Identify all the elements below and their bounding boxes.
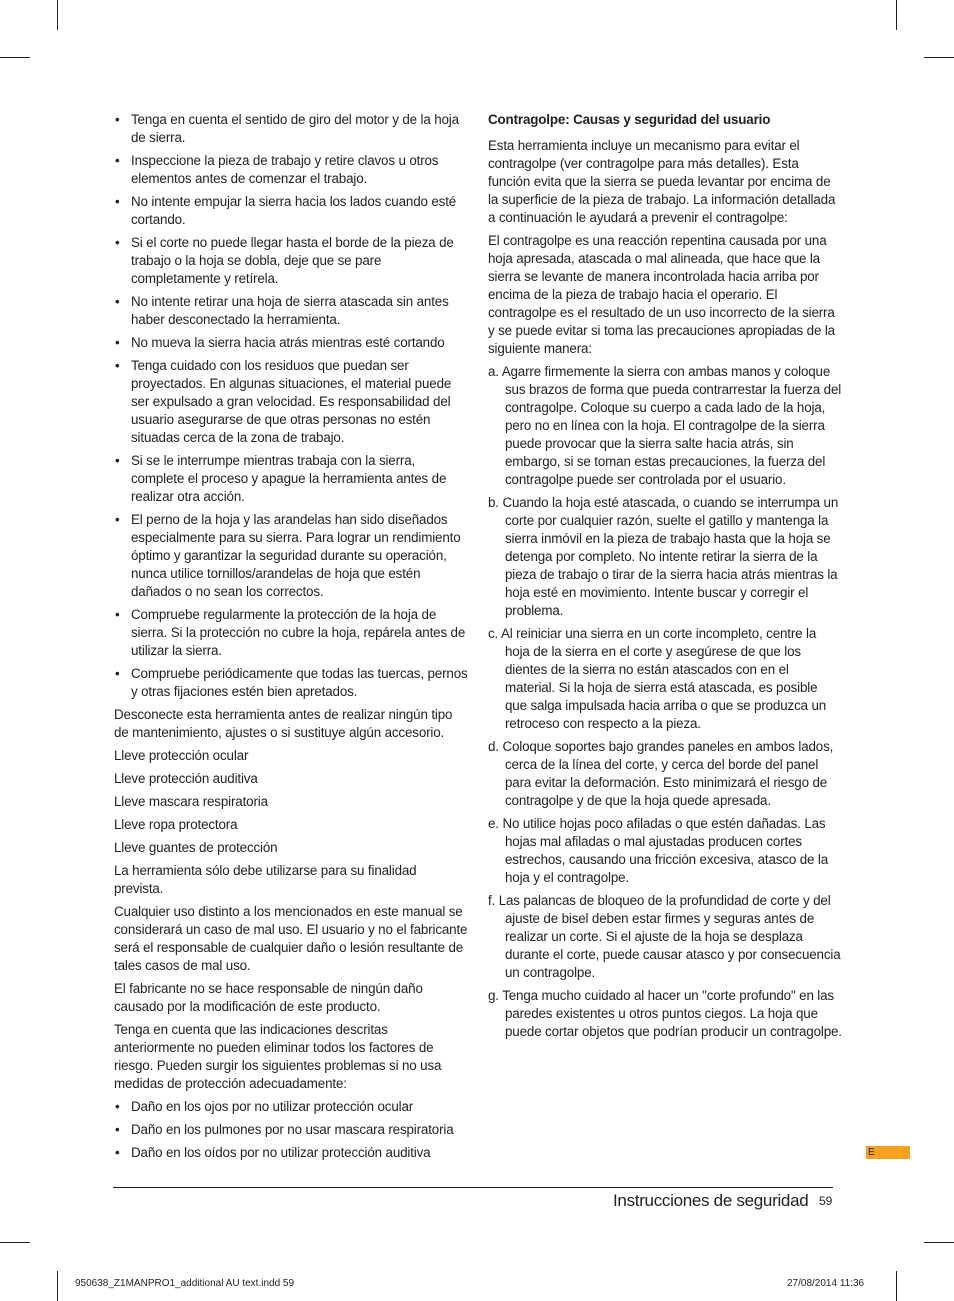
- crop-mark-top-right-v: [896, 0, 897, 30]
- crop-mark-bottom-left-h: [0, 1242, 30, 1243]
- list-item: • Daño en los oídos por no utilizar protección auditiva: [114, 1144, 468, 1162]
- list-item: e. No utilice hojas poco afiladas o que estén dañadas. Las hojas mal afiladas o mal ajustadas producen cortes estrechos, causando una fricción excesiva, atasco de la hoja y el contragolpe.: [488, 816, 828, 885]
- print-slug-filename: 950638_Z1MANPRO1_additional AU text.indd 59: [75, 1278, 295, 1289]
- crop-mark-top-left-v: [57, 0, 58, 30]
- list-item: • Si el corte no puede llegar hasta el borde de la pieza de trabajo o la hoja se dobla, deje que se pare completamente y retírela.: [114, 234, 468, 288]
- paragraph-misuse: Cualquier uso distinto a los mencionados en este manual se considerará un caso de mal uso. El usuario y no el fabricante será el responsable de cualquier daño o lesión resultante de tales casos de mal uso.: [114, 904, 468, 973]
- list-item: • Si se le interrumpe mientras trabaja con la sierra, complete el proceso y apague la herramienta antes de realizar otra acción.: [114, 452, 468, 506]
- safety-bullet-list: [114, 111, 468, 701]
- crop-mark-bottom-right-h: [924, 1242, 954, 1243]
- paragraph-kickback-intro: Esta herramienta incluye un mecanismo para evitar el contragolpe (ver contragolpe para más detalles). Esta función evita que la sierra se pueda levantar por encima de la superficie de la pieza de trabajo. La información detallada a continuación le ayudará a prevenir el contragolpe:: [488, 138, 836, 225]
- list-item: • Tenga cuidado con los residuos que puedan ser proyectados. En algunas situaciones, el material puede ser expulsado a gran velocidad. Es responsabilidad del usuario asegurarse de que otras personas no estén situadas cerca de la zona de trabajo.: [114, 357, 468, 447]
- list-item: • Daño en los ojos por no utilizar protección ocular: [114, 1098, 468, 1116]
- footer-section-title: Instrucciones de seguridad: [613, 1191, 809, 1210]
- list-item: b. Cuando la hoja esté atascada, o cuando se interrumpa un corte por cualquier razón, suelte el gatillo y mantenga la sierra inmóvil en la pieza de trabajo hasta que la hoja se detenga por completo. No intente retirar la sierra de la pieza de trabajo o tirar de la sierra hacia atrás mientras la hoja esté en movimiento. Intente buscar y corregir el problema.: [488, 495, 839, 618]
- list-item: • Compruebe periódicamente que todas las tuercas, pernos y otras fijaciones estén bien apretados.: [114, 665, 468, 701]
- crop-mark-top-left-h: [0, 57, 30, 58]
- list-item: • Inspeccione la pieza de trabajo y retire clavos u otros elementos antes de comenzar el trabajo.: [114, 152, 468, 188]
- list-item: • No intente retirar una hoja de sierra atascada sin antes haber desconectado la herramienta.: [114, 293, 468, 329]
- paragraph-disconnect: Desconecte esta herramienta antes de realizar ningún tipo de mantenimiento, ajustes o si sustituye algún accesorio.: [114, 707, 453, 740]
- list-item: f. Las palancas de bloqueo de la profundidad de corte y del ajuste de bisel deben estar firmes y seguras antes de realizar un corte. Si el ajuste de la hoja se desplaza durante el corte, puede causar atasco y por consecuencia un contragolpe.: [488, 893, 841, 980]
- ppe-mask: Lleve mascara respiratoria: [114, 794, 268, 809]
- left-column: [114, 111, 468, 1167]
- paragraph-liability: El fabricante no se hace responsable de ningún daño causado por la modificación de este producto.: [114, 981, 423, 1014]
- list-item: • El perno de la hoja y las arandelas han sido diseñados especialmente para su sierra. Para lograr un rendimiento óptimo y garantizar la seguridad durante su operación, nunca utilice tornillos/arandelas de hoja que estén dañados o no sean los correctos.: [114, 511, 468, 601]
- ppe-eye: Lleve protección ocular: [114, 748, 249, 763]
- ppe-gloves: Lleve guantes de protección: [114, 840, 278, 855]
- list-item: d. Coloque soportes bajo grandes paneles en ambos lados, cerca de la línea del corte, y cerca del borde del panel para evitar la deformación. Esto minimizará el riesgo de contragolpe y de que la hoja quede apresada.: [488, 739, 834, 808]
- section-heading: Contragolpe: Causas y seguridad del usuario: [488, 112, 771, 127]
- kickback-precaution-list: [488, 363, 842, 1041]
- print-slug-datetime: 27/08/2014 11:36: [787, 1278, 865, 1289]
- paragraph-intended-use: La herramienta sólo debe utilizarse para su finalidad prevista.: [114, 863, 417, 896]
- footer-divider: [113, 1187, 833, 1188]
- paragraph-residual-risks: Tenga en cuenta que las indicaciones descritas anteriormente no pueden eliminar todos los factores de riesgo. Pueden surgir los siguientes problemas si no usa medidas de protección adecuadamente:: [114, 1022, 442, 1091]
- paragraph-kickback-definition: El contragolpe es una reacción repentina causada por una hoja apresada, atascada o mal alineada, que hace que la sierra se levante de manera incontrolada hacia arriba por encima de la pieza de trabajo hacia el operario. El contragolpe es el resultado de un uso incorrecto de la sierra y se puede evitar si toma las precauciones apropiadas de la siguiente manera:: [488, 233, 835, 356]
- list-item: • No mueva la sierra hacia atrás mientras esté cortando: [114, 334, 468, 352]
- risk-bullet-list: [114, 1098, 468, 1162]
- list-item: c. Al reiniciar una sierra en un corte incompleto, centre la hoja de la sierra en el corte y asegúrese de que los dientes de la sierra no están atascados con en el material. Si la hoja de sierra está atascada, es posible que salga impulsada hacia arriba o que se produzca un retroceso con respecto a la pieza.: [488, 626, 827, 731]
- crop-mark-top-right-h: [924, 57, 954, 58]
- list-item: a. Agarre firmemente la sierra con ambas manos y coloque sus brazos de forma que pueda contrarrestar la fuerza del contragolpe. Coloque su cuerpo a cada lado de la hoja, pero no en línea con la hoja. El contragolpe de la sierra puede provocar que la sierra salte hacia atrás, sin embargo, si se toman estas precauciones, la fuerza del contragolpe puede ser controlada por el usuario.: [488, 364, 842, 487]
- right-column: [488, 111, 842, 1046]
- crop-mark-bottom-right-v: [896, 1271, 897, 1301]
- crop-mark-bottom-left-v: [57, 1271, 58, 1301]
- language-tab: E: [866, 1146, 910, 1159]
- page-number: 59: [819, 1194, 833, 1208]
- list-item: g. Tenga mucho cuidado al hacer un "corte profundo" en las paredes existentes u otros puntos ciegos. La hoja que puede cortar objetos que podrían producir un contragolpe.: [488, 988, 842, 1039]
- list-item: • Tenga en cuenta el sentido de giro del motor y de la hoja de sierra.: [114, 111, 468, 147]
- ppe-clothing: Lleve ropa protectora: [114, 817, 238, 832]
- list-item: • Daño en los pulmones por no usar mascara respiratoria: [114, 1121, 468, 1139]
- list-item: • No intente empujar la sierra hacia los lados cuando esté cortando.: [114, 193, 468, 229]
- list-item: • Compruebe regularmente la protección de la hoja de sierra. Si la protección no cubre la hoja, repárela antes de utilizar la sierra.: [114, 606, 468, 660]
- ppe-ear: Lleve protección auditiva: [114, 771, 258, 786]
